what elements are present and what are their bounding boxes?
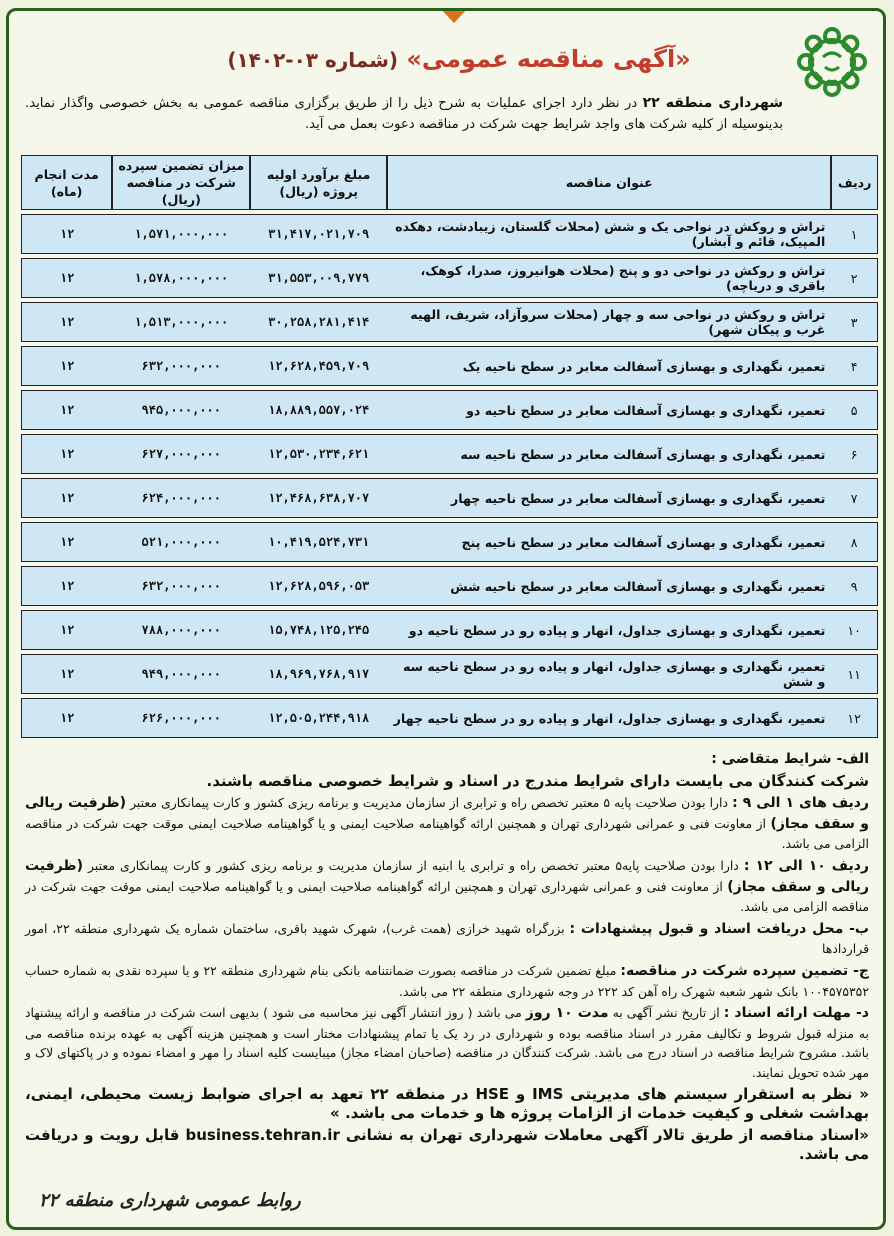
notice-title [149,45,769,73]
row-deposit: ۱,۵۷۸,۰۰۰,۰۰۰ [112,258,250,298]
row-estimate: ۱۵,۷۴۸,۱۲۵,۲۴۵ [250,610,387,650]
table-row [21,610,878,650]
section-b [25,919,869,959]
section-d-title: د- مهلت ارائه اسناد : [723,1005,869,1022]
table-row [21,390,878,430]
row-duration: ۱۲ [21,390,112,430]
col-header-title: عنوان مناقصه [387,155,831,210]
section-b-text: بزرگراه شهید خرازی (همت غرب)، شهرک شهید باقری، ساختمان شماره یک شهرداری منطقه ۲۲، امور قراردادها [25,920,869,957]
section-d [25,1003,869,1082]
section-a-rows-1-9 [25,793,869,854]
table-header-row [21,155,878,210]
row-title: تعمیر، نگهداری و بهسازی آسفالت معابر در سطح ناحیه شش [387,566,831,606]
row-estimate: ۱۲,۵۰۵,۲۴۴,۹۱۸ [250,698,387,738]
row-duration: ۱۲ [21,302,112,342]
table-row [21,654,878,694]
row-duration: ۱۲ [21,654,112,694]
col-header-deposit: میزان تضمین سپرده شرکت در مناقصه (ریال) [112,155,250,210]
section-a-rows-10-12 [25,856,869,917]
col-header-duration: مدت انجام (ماه) [21,155,112,210]
row-deposit: ۶۳۲,۰۰۰,۰۰۰ [112,346,250,386]
section-a-title: الف- شرایط متقاضی : [711,751,869,767]
col-header-row-no: ردیف [831,155,878,210]
section-c-text: مبلغ تضمین شرکت در مناقصه بصورت ضمانتنامه بانکی بنام شهرداری منطقه ۲۲ و یا سپرده نقدی به شماره حساب ۱۰۰۴۵۷۵۳۵۲ بانک شهر شعبه شهرک راه آهن کد ۲۲۲ در وجه شهرداری منطقه ۲۲ می باشد. [25,962,869,999]
row-deposit: ۹۴۵,۰۰۰,۰۰۰ [112,390,250,430]
row-estimate: ۱۲,۶۲۸,۴۵۹,۷۰۹ [250,346,387,386]
municipality-logo-icon [797,27,867,97]
row-deposit: ۵۲۱,۰۰۰,۰۰۰ [112,522,250,562]
section-d-text2: می باشد ( روز انتشار آگهی نیز محاسبه می شود ) بدیهی است شرکت در مناقصه و ارائه پیشنهاد به منزله قبول شروط و تکالیف مقرر در اسناد مناقصه بوده و شهرداری در رد یک یا تمام پیشنهادات مختار است و همچنین هزینه آگهی به عهده برنده مناقصه می باشد. مشروح شرایط مناقصه در اسناد درج می باشد. شرکت کنندگان در مناقصه (صاحبان امضاء مجاز) میبایست کلیه اسناد را مهر و امضاء نموده و در پاکتهای لاک و مهر شده تحویل نمایند. [25,1005,869,1080]
conditions-section [25,749,869,1167]
note-business-site: «اسناد مناقصه از طریق تالار آگهی معاملات شهرداری تهران به نشانی business.tehran.ir قابل رویت و دریافت می باشد. [25,1125,869,1164]
tender-notice [6,8,886,1230]
row-title: تراش و روکش در نواحی سه و چهار (محلات سروآزاد، شریف، الهیه غرب و پیکان شهر) [387,302,831,342]
row-no: ۱۱ [831,654,878,694]
row-no: ۵ [831,390,878,430]
row-no: ۸ [831,522,878,562]
row-deposit: ۱,۵۱۳,۰۰۰,۰۰۰ [112,302,250,342]
rows-10-12-label: ردیف ۱۰ الی ۱۲ : [743,857,869,874]
row-estimate: ۱۸,۹۶۹,۷۶۸,۹۱۷ [250,654,387,694]
row-no: ۷ [831,478,878,518]
section-d-bold: مدت ۱۰ روز [525,1005,609,1022]
title-text: «آگهی مناقصه عمومی» [406,45,691,73]
row-no: ۴ [831,346,878,386]
row-no: ۳ [831,302,878,342]
row-no: ۱۲ [831,698,878,738]
row-deposit: ۶۲۷,۰۰۰,۰۰۰ [112,434,250,474]
tender-table [21,151,878,742]
row-duration: ۱۲ [21,214,112,254]
row-duration: ۱۲ [21,698,112,738]
row-duration: ۱۲ [21,522,112,562]
row-title: تعمیر، نگهداری و بهسازی جداول، انهار و پیاده رو در سطح ناحیه چهار [387,698,831,738]
row-deposit: ۶۲۶,۰۰۰,۰۰۰ [112,698,250,738]
rows-1-9-bold: (ظرفیت ریالی و سقف مجاز) [25,795,869,832]
rows-1-9-text: دارا بودن صلاحیت پایه ۵ معتبر تخصص راه و ترابری از سازمان مدیریت و برنامه ریزی کشور و کارت پیمانکاری معتبر [130,795,728,811]
row-no: ۱۰ [831,610,878,650]
rows-1-9-tail: از معاونت فنی و عمرانی شهرداری تهران و همچنین ارائه گواهینامه صلاحیت ایمنی و یا گواهینامه صلاحیت ایمنی موقت جهت شرکت در مناقصه الزامی می باشد. [25,815,869,852]
table-row [21,522,878,562]
row-duration: ۱۲ [21,566,112,606]
row-estimate: ۳۰,۲۵۸,۲۸۱,۴۱۴ [250,302,387,342]
row-title: تعمیر، نگهداری و بهسازی آسفالت معابر در سطح ناحیه سه [387,434,831,474]
row-deposit: ۷۸۸,۰۰۰,۰۰۰ [112,610,250,650]
row-title: تعمیر، نگهداری و بهسازی آسفالت معابر در سطح ناحیه چهار [387,478,831,518]
note-ims-hse: « نظر به استقرار سیستم های مدیریتی IMS و HSE در منطقه ۲۲ تعهد به اجرای ضوابط زیست محیطی، ایمنی، بهداشت شغلی و کیفیت خدمات از الزامات پروژه ها و خدمات می باشد. » [25,1084,869,1123]
row-no: ۲ [831,258,878,298]
row-title: تعمیر، نگهداری و بهسازی جداول، انهار و پیاده رو در سطح ناحیه سه و شش [387,654,831,694]
row-estimate: ۱۲,۴۶۸,۶۳۸,۷۰۷ [250,478,387,518]
row-duration: ۱۲ [21,610,112,650]
row-title: تراش و روکش در نواحی یک و شش (محلات گلستان، زیبادشت، دهکده المپیک، قائم و آبشار) [387,214,831,254]
row-estimate: ۳۱,۴۱۷,۰۲۱,۷۰۹ [250,214,387,254]
section-d-text1: از تاریخ نشر آگهی به [612,1005,720,1021]
notice-number: (شماره ۰۳-۱۴۰۲) [227,48,399,72]
section-c [25,961,869,1001]
table-row [21,698,878,738]
rows-10-12-tail: از معاونت فنی و عمرانی شهرداری تهران و همچنین ارائه گواهینامه صلاحیت ایمنی و یا گواهینامه صلاحیت ایمنی موقت جهت شرکت در مناقصه الزامی می باشد. [25,878,869,915]
row-estimate: ۱۲,۶۲۸,۵۹۶,۰۵۳ [250,566,387,606]
row-title: تعمیر، نگهداری و بهسازی آسفالت معابر در سطح ناحیه دو [387,390,831,430]
row-title: تراش و روکش در نواحی دو و پنج (محلات هوانیروز، صدرا، کوهک، باقری و دریاچه) [387,258,831,298]
table-row [21,258,878,298]
table-row [21,302,878,342]
row-estimate: ۱۲,۵۳۰,۲۳۴,۶۲۱ [250,434,387,474]
intro-paragraph [25,93,783,135]
municipality-name: شهرداری منطقه ۲۲ [642,95,783,111]
row-estimate: ۱۸,۸۸۹,۵۵۷,۰۲۴ [250,390,387,430]
table-row [21,434,878,474]
row-duration: ۱۲ [21,478,112,518]
row-deposit: ۹۴۹,۰۰۰,۰۰۰ [112,654,250,694]
table-row [21,214,878,254]
section-a-lead: شرکت کنندگان می بایست دارای شرایط مندرج در اسناد و شرایط خصوصی مناقصه باشند. [206,771,869,790]
public-relations-signature: روابط عمومی شهرداری منطقه ۲۲ [39,1190,301,1211]
row-estimate: ۱۰,۴۱۹,۵۲۴,۷۳۱ [250,522,387,562]
row-deposit: ۶۳۲,۰۰۰,۰۰۰ [112,566,250,606]
row-duration: ۱۲ [21,346,112,386]
row-duration: ۱۲ [21,434,112,474]
intro-text: در نظر دارد اجرای عملیات به شرح ذیل را از طریق برگزاری مناقصه عمومی به بخش خصوصی واگذار نماید. بدینوسیله از کلیه شرکت های واجد شرایط جهت شرکت در مناقصه دعوت بعمل می آید. [25,96,783,132]
row-duration: ۱۲ [21,258,112,298]
row-no: ۱ [831,214,878,254]
section-c-title: ج- تضمین سپرده شرکت در مناقصه: [620,962,869,979]
table-row [21,478,878,518]
table-row [21,346,878,386]
row-no: ۹ [831,566,878,606]
row-deposit: ۱,۵۷۱,۰۰۰,۰۰۰ [112,214,250,254]
rows-1-9-label: ردیف های ۱ الی ۹ : [732,795,869,812]
top-notch-decoration [439,8,469,23]
row-deposit: ۶۲۴,۰۰۰,۰۰۰ [112,478,250,518]
rows-10-12-text: دارا بودن صلاحیت پایه۵ معتبر تخصص راه و ترابری یا ابنیه از سازمان مدیریت و برنامه ریزی کشور و کارت پیمانکاری معتبر [88,857,739,873]
row-estimate: ۳۱,۵۵۳,۰۰۹,۷۷۹ [250,258,387,298]
rows-10-12-bold: (ظرفیت ریالی و سقف مجاز) [25,857,869,895]
col-header-estimate: مبلغ برآورد اولیه پروژه (ریال) [250,155,387,210]
row-title: تعمیر، نگهداری و بهسازی آسفالت معابر در سطح ناحیه یک [387,346,831,386]
row-title: تعمیر، نگهداری و بهسازی آسفالت معابر در سطح ناحیه پنج [387,522,831,562]
row-no: ۶ [831,434,878,474]
section-b-title: ب- محل دریافت اسناد و قبول پیشنهادات : [569,920,869,937]
table-row [21,566,878,606]
row-title: تعمیر، نگهداری و بهسازی جداول، انهار و پیاده رو در سطح ناحیه دو [387,610,831,650]
